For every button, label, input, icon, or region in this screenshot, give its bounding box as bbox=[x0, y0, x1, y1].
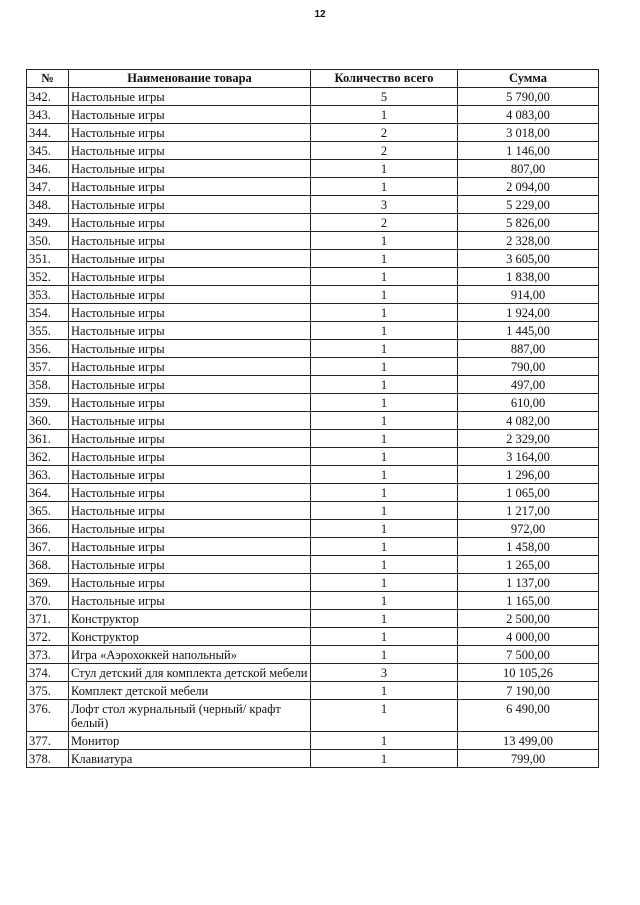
row-number: 355. bbox=[27, 322, 69, 340]
row-number: 370. bbox=[27, 592, 69, 610]
row-number: 353. bbox=[27, 286, 69, 304]
row-number: 356. bbox=[27, 340, 69, 358]
table-row bbox=[27, 178, 599, 196]
row-sum: 4 000,00 bbox=[458, 628, 599, 646]
row-number: 371. bbox=[27, 610, 69, 628]
row-quantity: 1 bbox=[311, 340, 458, 358]
row-quantity: 2 bbox=[311, 214, 458, 232]
row-sum: 887,00 bbox=[458, 340, 599, 358]
table-row bbox=[27, 538, 599, 556]
row-quantity: 1 bbox=[311, 394, 458, 412]
table-header bbox=[27, 70, 599, 88]
table-row bbox=[27, 592, 599, 610]
row-quantity: 1 bbox=[311, 286, 458, 304]
row-sum: 1 146,00 bbox=[458, 142, 599, 160]
row-quantity: 1 bbox=[311, 502, 458, 520]
row-item-name: Конструктор bbox=[69, 628, 311, 646]
row-item-name: Лофт стол журнальный (черный/ крафт белый) bbox=[69, 700, 311, 732]
table-row bbox=[27, 232, 599, 250]
row-number: 372. bbox=[27, 628, 69, 646]
header-item-name: Наименование товара bbox=[69, 70, 311, 88]
row-quantity: 1 bbox=[311, 358, 458, 376]
row-sum: 10 105,26 bbox=[458, 664, 599, 682]
row-item-name: Настольные игры bbox=[69, 178, 311, 196]
row-quantity: 1 bbox=[311, 700, 458, 732]
table-row bbox=[27, 322, 599, 340]
row-sum: 3 018,00 bbox=[458, 124, 599, 142]
row-sum: 5 229,00 bbox=[458, 196, 599, 214]
row-number: 357. bbox=[27, 358, 69, 376]
table-row bbox=[27, 394, 599, 412]
row-quantity: 1 bbox=[311, 732, 458, 750]
row-number: 343. bbox=[27, 106, 69, 124]
row-sum: 1 065,00 bbox=[458, 484, 599, 502]
row-sum: 1 445,00 bbox=[458, 322, 599, 340]
row-sum: 1 165,00 bbox=[458, 592, 599, 610]
row-item-name: Клавиатура bbox=[69, 750, 311, 768]
row-item-name: Настольные игры bbox=[69, 304, 311, 322]
row-item-name: Настольные игры bbox=[69, 106, 311, 124]
row-item-name: Настольные игры bbox=[69, 448, 311, 466]
row-number: 345. bbox=[27, 142, 69, 160]
row-number: 364. bbox=[27, 484, 69, 502]
table-row bbox=[27, 646, 599, 664]
row-number: 375. bbox=[27, 682, 69, 700]
row-sum: 3 605,00 bbox=[458, 250, 599, 268]
row-sum: 2 329,00 bbox=[458, 430, 599, 448]
row-number: 351. bbox=[27, 250, 69, 268]
row-quantity: 1 bbox=[311, 646, 458, 664]
table-row bbox=[27, 700, 599, 732]
row-quantity: 1 bbox=[311, 412, 458, 430]
row-number: 376. bbox=[27, 700, 69, 732]
row-sum: 4 082,00 bbox=[458, 412, 599, 430]
row-number: 359. bbox=[27, 394, 69, 412]
goods-table bbox=[26, 69, 599, 768]
row-sum: 807,00 bbox=[458, 160, 599, 178]
row-quantity: 1 bbox=[311, 268, 458, 286]
row-number: 367. bbox=[27, 538, 69, 556]
row-sum: 914,00 bbox=[458, 286, 599, 304]
row-item-name: Настольные игры bbox=[69, 574, 311, 592]
table-row bbox=[27, 160, 599, 178]
row-number: 366. bbox=[27, 520, 69, 538]
table-row bbox=[27, 628, 599, 646]
row-number: 377. bbox=[27, 732, 69, 750]
table-row bbox=[27, 358, 599, 376]
row-sum: 1 924,00 bbox=[458, 304, 599, 322]
row-quantity: 1 bbox=[311, 750, 458, 768]
row-item-name: Настольные игры bbox=[69, 556, 311, 574]
table-row bbox=[27, 142, 599, 160]
row-quantity: 1 bbox=[311, 574, 458, 592]
row-sum: 1 296,00 bbox=[458, 466, 599, 484]
table-row bbox=[27, 376, 599, 394]
row-quantity: 3 bbox=[311, 196, 458, 214]
table-row bbox=[27, 124, 599, 142]
table-row bbox=[27, 682, 599, 700]
table-row bbox=[27, 556, 599, 574]
row-quantity: 1 bbox=[311, 322, 458, 340]
table-row bbox=[27, 732, 599, 750]
row-number: 360. bbox=[27, 412, 69, 430]
row-sum: 3 164,00 bbox=[458, 448, 599, 466]
table-row bbox=[27, 88, 599, 106]
row-number: 342. bbox=[27, 88, 69, 106]
table-row bbox=[27, 268, 599, 286]
row-number: 354. bbox=[27, 304, 69, 322]
table-row bbox=[27, 286, 599, 304]
row-item-name: Настольные игры bbox=[69, 358, 311, 376]
table-row bbox=[27, 340, 599, 358]
row-item-name: Настольные игры bbox=[69, 124, 311, 142]
table-row bbox=[27, 574, 599, 592]
row-number: 378. bbox=[27, 750, 69, 768]
table-row bbox=[27, 304, 599, 322]
row-item-name: Настольные игры bbox=[69, 268, 311, 286]
row-quantity: 1 bbox=[311, 250, 458, 268]
row-quantity: 1 bbox=[311, 628, 458, 646]
table-row bbox=[27, 610, 599, 628]
table-row bbox=[27, 250, 599, 268]
row-number: 347. bbox=[27, 178, 69, 196]
header-row bbox=[27, 70, 599, 88]
row-item-name: Настольные игры bbox=[69, 232, 311, 250]
row-item-name: Настольные игры bbox=[69, 196, 311, 214]
row-item-name: Настольные игры bbox=[69, 412, 311, 430]
row-number: 368. bbox=[27, 556, 69, 574]
row-item-name: Настольные игры bbox=[69, 286, 311, 304]
row-quantity: 1 bbox=[311, 178, 458, 196]
row-sum: 1 217,00 bbox=[458, 502, 599, 520]
row-number: 344. bbox=[27, 124, 69, 142]
row-quantity: 1 bbox=[311, 106, 458, 124]
row-sum: 610,00 bbox=[458, 394, 599, 412]
row-sum: 5 826,00 bbox=[458, 214, 599, 232]
row-sum: 790,00 bbox=[458, 358, 599, 376]
row-sum: 13 499,00 bbox=[458, 732, 599, 750]
table-row bbox=[27, 664, 599, 682]
row-quantity: 2 bbox=[311, 124, 458, 142]
row-item-name: Комплект детской мебели bbox=[69, 682, 311, 700]
row-sum: 7 500,00 bbox=[458, 646, 599, 664]
row-item-name: Настольные игры bbox=[69, 484, 311, 502]
table-row bbox=[27, 520, 599, 538]
row-number: 362. bbox=[27, 448, 69, 466]
table-row bbox=[27, 484, 599, 502]
row-item-name: Настольные игры bbox=[69, 160, 311, 178]
row-item-name: Настольные игры bbox=[69, 88, 311, 106]
row-number: 361. bbox=[27, 430, 69, 448]
row-sum: 2 094,00 bbox=[458, 178, 599, 196]
row-item-name: Конструктор bbox=[69, 610, 311, 628]
table-row bbox=[27, 502, 599, 520]
row-item-name: Настольные игры bbox=[69, 376, 311, 394]
row-number: 349. bbox=[27, 214, 69, 232]
row-item-name: Настольные игры bbox=[69, 340, 311, 358]
table-row bbox=[27, 214, 599, 232]
row-quantity: 1 bbox=[311, 520, 458, 538]
row-quantity: 1 bbox=[311, 466, 458, 484]
row-item-name: Настольные игры bbox=[69, 394, 311, 412]
table-body bbox=[27, 88, 599, 768]
table-row bbox=[27, 430, 599, 448]
row-item-name: Монитор bbox=[69, 732, 311, 750]
header-number: № bbox=[27, 70, 69, 88]
row-number: 358. bbox=[27, 376, 69, 394]
row-sum: 7 190,00 bbox=[458, 682, 599, 700]
row-quantity: 1 bbox=[311, 160, 458, 178]
row-quantity: 3 bbox=[311, 664, 458, 682]
row-quantity: 1 bbox=[311, 682, 458, 700]
row-quantity: 1 bbox=[311, 430, 458, 448]
row-item-name: Настольные игры bbox=[69, 322, 311, 340]
table-row bbox=[27, 412, 599, 430]
table-row bbox=[27, 106, 599, 124]
row-sum: 5 790,00 bbox=[458, 88, 599, 106]
row-item-name: Настольные игры bbox=[69, 592, 311, 610]
row-item-name: Настольные игры bbox=[69, 214, 311, 232]
row-item-name: Настольные игры bbox=[69, 502, 311, 520]
row-quantity: 1 bbox=[311, 538, 458, 556]
row-quantity: 1 bbox=[311, 592, 458, 610]
row-sum: 497,00 bbox=[458, 376, 599, 394]
row-sum: 1 137,00 bbox=[458, 574, 599, 592]
row-item-name: Настольные игры bbox=[69, 466, 311, 484]
row-number: 350. bbox=[27, 232, 69, 250]
table-row bbox=[27, 466, 599, 484]
row-sum: 2 500,00 bbox=[458, 610, 599, 628]
row-number: 369. bbox=[27, 574, 69, 592]
row-sum: 799,00 bbox=[458, 750, 599, 768]
row-quantity: 1 bbox=[311, 556, 458, 574]
row-sum: 4 083,00 bbox=[458, 106, 599, 124]
row-number: 365. bbox=[27, 502, 69, 520]
table-row bbox=[27, 750, 599, 768]
row-number: 346. bbox=[27, 160, 69, 178]
row-quantity: 1 bbox=[311, 304, 458, 322]
row-sum: 6 490,00 bbox=[458, 700, 599, 732]
row-item-name: Настольные игры bbox=[69, 520, 311, 538]
row-item-name: Настольные игры bbox=[69, 430, 311, 448]
row-quantity: 5 bbox=[311, 88, 458, 106]
row-number: 374. bbox=[27, 664, 69, 682]
row-item-name: Игра «Аэрохоккей напольный» bbox=[69, 646, 311, 664]
row-sum: 1 838,00 bbox=[458, 268, 599, 286]
row-quantity: 1 bbox=[311, 448, 458, 466]
row-sum: 1 458,00 bbox=[458, 538, 599, 556]
row-number: 348. bbox=[27, 196, 69, 214]
row-item-name: Настольные игры bbox=[69, 250, 311, 268]
row-number: 363. bbox=[27, 466, 69, 484]
row-sum: 1 265,00 bbox=[458, 556, 599, 574]
row-sum: 2 328,00 bbox=[458, 232, 599, 250]
page-number: 12 bbox=[314, 9, 326, 20]
header-sum: Сумма bbox=[458, 70, 599, 88]
row-item-name: Стул детский для комплекта детской мебели bbox=[69, 664, 311, 682]
table-row bbox=[27, 196, 599, 214]
row-item-name: Настольные игры bbox=[69, 142, 311, 160]
row-quantity: 1 bbox=[311, 610, 458, 628]
row-quantity: 1 bbox=[311, 376, 458, 394]
row-quantity: 1 bbox=[311, 484, 458, 502]
row-number: 373. bbox=[27, 646, 69, 664]
row-item-name: Настольные игры bbox=[69, 538, 311, 556]
row-number: 352. bbox=[27, 268, 69, 286]
table-row bbox=[27, 448, 599, 466]
row-sum: 972,00 bbox=[458, 520, 599, 538]
row-quantity: 1 bbox=[311, 232, 458, 250]
row-quantity: 2 bbox=[311, 142, 458, 160]
header-quantity: Количество всего bbox=[311, 70, 458, 88]
